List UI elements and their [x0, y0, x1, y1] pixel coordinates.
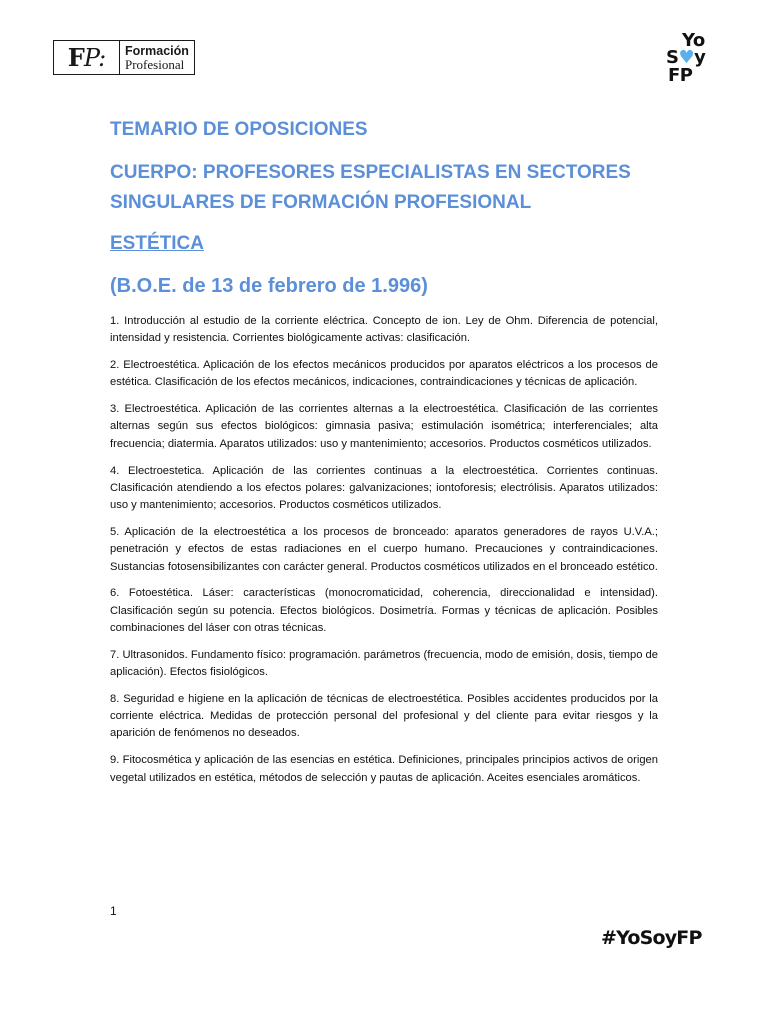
title-cuerpo: CUERPO: PROFESORES ESPECIALISTAS EN SECTORES SINGULARES DE FORMACIÓN PROFESIONAL: [110, 162, 631, 213]
syllabus-list: [110, 313, 658, 796]
yosoy-logo-y: y: [694, 47, 706, 68]
syllabus-item: 3. Electroestética. Aplicación de las corrientes alternas a la electroestética. Clasificación de las corrientes alternas según sus efectos biológicos: gimnasia pasiva; estimulación isométrica; interferenciales; alta frecuencia; diatermia. Aparatos utilizados: uso y mantenimiento; accesorios. Productos cosméticos utilizados.: [110, 403, 658, 450]
title-boe: (B.O.E. de 13 de febrero de 1.996): [110, 275, 428, 297]
syllabus-item: 2. Electroestética. Aplicación de los efectos mecánicos producidos por aparatos eléctricos a los procesos de estética. Clasificación de los efectos mecánicos, indicaciones, contraindicaciones y técnicas de aplicación.: [110, 359, 658, 389]
yosoy-logo-s: S: [666, 47, 679, 68]
syllabus-item: 6. Fotoestética. Láser: características (monocromaticidad, coherencia, direccionalidad e intensidad). Clasificación según su potencia. Efectos biológicos. Dosimetría. Formas y técnicas de aplicación. Posibles combinaciones del láser con otras técnicas.: [110, 587, 658, 634]
yosoy-logo-yo: Yo: [682, 30, 705, 51]
syllabus-item: 1. Introducción al estudio de la corriente eléctrica. Concepto de ion. Ley de Ohm. Diferencia de potencial, intensidad y resistencia. Corrientes biológicamente activas: clasificación.: [110, 315, 658, 345]
syllabus-item: 4. Electroestetica. Aplicación de las corrientes continuas a la electroestética. Corrientes continuas. Clasificación atendiendo a los efectos polares: galvanizaciones; iontoforesis; electrólisis. Aparatos utilizados: uso y mantenimiento; accesorios. Productos cosméticos utilizados.: [110, 464, 658, 512]
yosoy-logo-fp: FP: [668, 65, 693, 86]
fp-logo-mark: [54, 41, 120, 74]
heart-icon: ♥: [678, 47, 695, 68]
fp-logo-f: F: [67, 43, 84, 72]
title-especialidad: ESTÉTICA: [110, 233, 204, 254]
page-number: 1: [110, 904, 117, 918]
syllabus-item: 8. Seguridad e higiene en la aplicación de técnicas de electroestética. Posibles accidentes producidos por la corriente eléctrica. Medidas de protección personal del profesional y del cliente para evitar riesgos y la aparición de fenómenos no deseados.: [110, 692, 658, 740]
title-temario: TEMARIO DE OPOSICIONES: [110, 119, 368, 140]
formacion-profesional-logo: [53, 40, 195, 75]
yo-soy-fp-logo: [666, 32, 714, 88]
hashtag-yosoyfp: #YoSoyFP: [601, 927, 702, 949]
fp-logo-line1: Formación: [125, 43, 189, 58]
syllabus-item: 9. Fitocosmética y aplicación de las esencias en estética. Definiciones, principales principios activos de origen vegetal utilizados en estética, métodos de selección y pautas de aplicación. Aceites esenciales aromáticos.: [110, 754, 658, 784]
fp-logo-text: [120, 45, 189, 71]
syllabus-item: 7. Ultrasonidos. Fundamento físico: programación. parámetros (frecuencia, modo de emisión, dosis, tiempo de aplicación). Efectos fisiológicos.: [110, 648, 658, 679]
fp-logo-p: P:: [83, 43, 106, 72]
fp-logo-line2: Profesional: [125, 56, 185, 72]
syllabus-item: 5. Aplicación de la electroestética a los procesos de bronceado: aparatos generadores de rayos U.V.A.; penetración y efectos de estas radiaciones en el cuerpo humano. Precauciones y contraindicaciones. Sustancias fotosensibilizantes con carácter general. Productos cosméticos utilizados en el bronceado estético.: [110, 525, 658, 573]
